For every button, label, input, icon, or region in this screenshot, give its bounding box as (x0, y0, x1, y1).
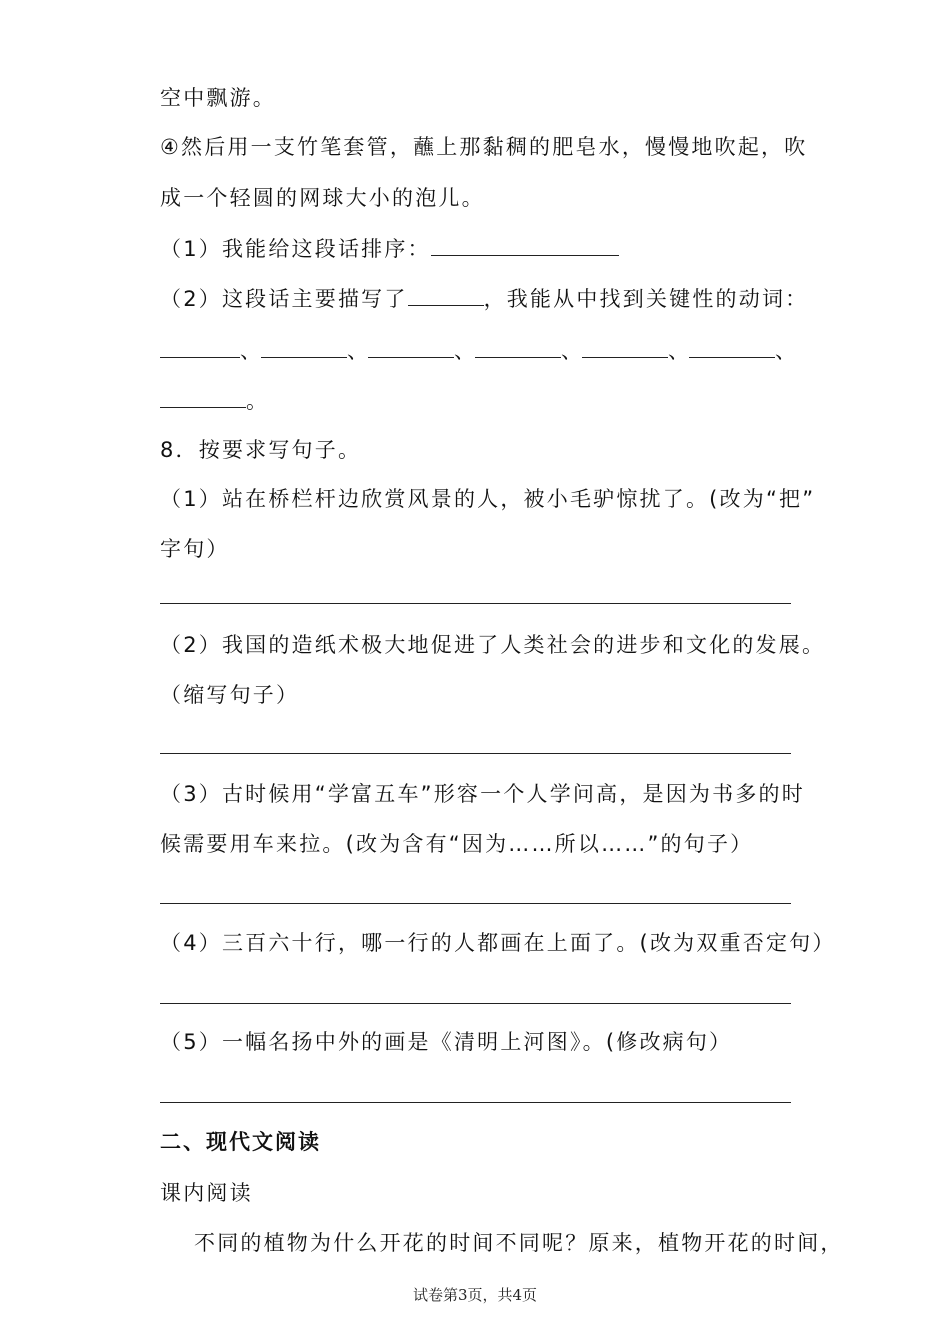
period: 。 (246, 389, 267, 413)
separator: 、 (668, 339, 689, 363)
separator: 、 (561, 339, 582, 363)
q7-sub2 (160, 283, 808, 313)
verb-blank[interactable] (160, 335, 240, 358)
q7-step4-line1: ④然后用一支竹笔套管，蘸上那黏稠的肥皂水，慢慢地吹起，吹 (160, 135, 808, 159)
answer-line-3[interactable] (160, 903, 791, 904)
q7-step4-line2: 成一个轻圆的网球大小的泡儿。 (160, 186, 485, 210)
verb-blanks-row (160, 335, 796, 365)
q7-sub1-label: （1）我能给这段话排序： (160, 237, 431, 261)
answer-line-1[interactable] (160, 603, 791, 604)
q8-item3-line1: （3）古时候用“学富五车”形容一个人学问高，是因为书多的时 (160, 782, 805, 806)
verb-blank[interactable] (475, 335, 561, 358)
q8-item4: （4）三百六十行，哪一行的人都画在上面了。(改为双重否定句） (160, 931, 836, 955)
subject-blank[interactable] (408, 283, 484, 306)
answer-line-2[interactable] (160, 753, 791, 754)
q8-title: 8．按要求写句子。 (160, 438, 362, 462)
verb-blank[interactable] (160, 385, 246, 408)
verb-blank[interactable] (368, 335, 454, 358)
separator: 、 (347, 339, 368, 363)
q8-item1-line1: （1）站在桥栏杆边欣赏风景的人，被小毛驴惊扰了。(改为“把” (160, 487, 816, 511)
q8-item1-line2: 字句） (160, 537, 230, 561)
separator: 、 (240, 339, 261, 363)
q8-item3-line2: 候需要用车来拉。(改为含有“因为……所以……”的句子） (160, 832, 754, 856)
verb-blank[interactable] (261, 335, 347, 358)
order-answer-blank[interactable] (431, 233, 619, 256)
q8-item2-line2: （缩写句子） (160, 683, 300, 707)
q7-sub2-label-after: ，我能从中找到关键性的动词： (483, 287, 809, 311)
q7-text-line: 空中飘游。 (160, 86, 276, 110)
q8-item2-line1: （2）我国的造纸术极大地促进了人类社会的进步和文化的发展。 (160, 633, 826, 657)
q8-item5: （5）一幅名扬中外的画是《清明上河图》。(修改病句） (160, 1030, 733, 1054)
q7-sub1 (160, 233, 619, 263)
page-footer: 试卷第3页，共4页 (412, 1286, 538, 1304)
section-heading: 二、现代文阅读 (160, 1130, 321, 1154)
q7-sub2-label: （2）这段话主要描写了 (160, 287, 408, 311)
verb-blank[interactable] (689, 335, 775, 358)
separator: 、 (775, 339, 796, 363)
reading-paragraph: 不同的植物为什么开花的时间不同呢？原来，植物开花的时间， (194, 1231, 844, 1255)
separator: 、 (454, 339, 475, 363)
verb-blanks-row-2 (160, 385, 267, 415)
verb-blank[interactable] (582, 335, 668, 358)
section-subheading: 课内阅读 (160, 1181, 253, 1205)
answer-line-5[interactable] (160, 1102, 791, 1103)
answer-line-4[interactable] (160, 1003, 791, 1004)
